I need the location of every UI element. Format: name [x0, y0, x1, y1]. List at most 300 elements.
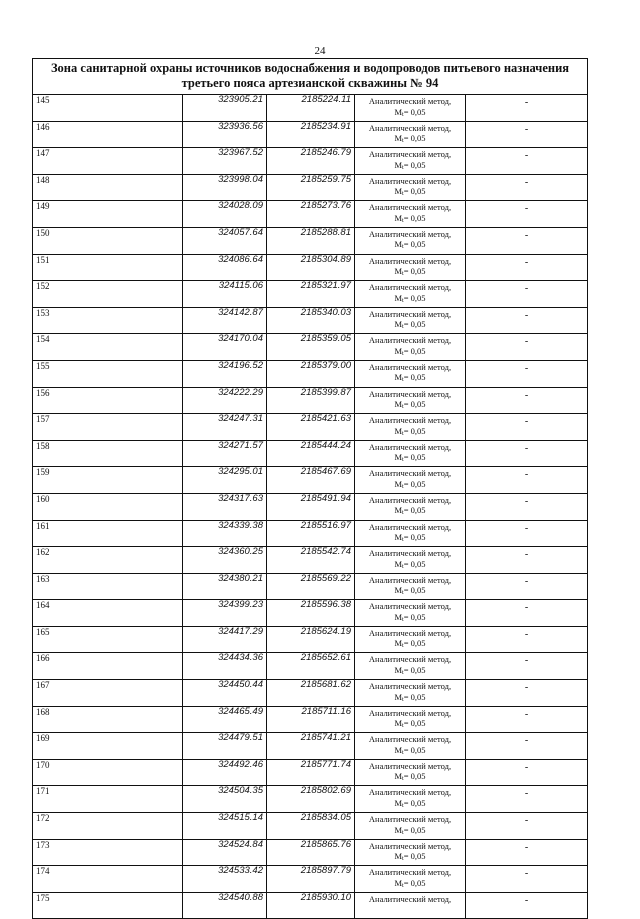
table-row	[33, 414, 588, 441]
accuracy-value: = 0,05	[403, 425, 426, 436]
table-row	[33, 786, 588, 813]
point-number-cell: 149	[33, 201, 183, 228]
accuracy-subscript: t	[402, 723, 404, 730]
accuracy-subscript: t	[402, 510, 404, 517]
table-row	[33, 626, 588, 653]
accuracy-value: = 0,05	[403, 345, 426, 356]
accuracy-value: = 0,05	[403, 797, 426, 808]
y-coordinate-cell: 2185421.63	[267, 414, 355, 441]
accuracy-symbol: M	[394, 452, 403, 463]
accuracy-symbol: M	[394, 744, 403, 755]
accuracy-value: = 0,05	[403, 106, 426, 117]
table-row	[33, 600, 588, 627]
accuracy-value: = 0,05	[403, 664, 426, 675]
y-coordinate-cell: 2185444.24	[267, 440, 355, 467]
accuracy-subscript: t	[402, 802, 404, 809]
y-coordinate-cell: 2185273.76	[267, 201, 355, 228]
point-number-cell: 159	[33, 467, 183, 494]
accuracy-subscript: t	[402, 271, 404, 278]
method-cell	[355, 467, 466, 494]
note-cell: -	[466, 121, 588, 148]
accuracy-value: = 0,05	[403, 452, 426, 463]
method-cell	[355, 892, 466, 919]
table-row	[33, 174, 588, 201]
accuracy-symbol: M	[394, 319, 403, 330]
accuracy-subscript: t	[402, 696, 404, 703]
accuracy-value: = 0,05	[403, 718, 426, 729]
x-coordinate-cell: 324434.36	[183, 653, 267, 680]
y-coordinate-cell: 2185569.22	[267, 573, 355, 600]
method-cell	[355, 440, 466, 467]
accuracy-value: = 0,05	[403, 638, 426, 649]
accuracy-subscript: t	[402, 882, 404, 889]
note-cell: -	[466, 493, 588, 520]
method-label: Аналитический метод,	[368, 707, 452, 718]
accuracy-value: = 0,05	[403, 558, 426, 569]
table-row	[33, 387, 588, 414]
method-cell	[355, 866, 466, 893]
method-cell	[355, 174, 466, 201]
y-coordinate-cell: 2185259.75	[267, 174, 355, 201]
y-coordinate-cell: 2185359.05	[267, 334, 355, 361]
accuracy-subscript: t	[402, 856, 404, 863]
accuracy-subscript: t	[402, 191, 404, 198]
method-label: Аналитический метод,	[368, 202, 452, 213]
y-coordinate-cell: 2185288.81	[267, 227, 355, 254]
method-cell	[355, 759, 466, 786]
note-cell: -	[466, 520, 588, 547]
note-cell: -	[466, 759, 588, 786]
table-row	[33, 334, 588, 361]
y-coordinate-cell: 2185681.62	[267, 680, 355, 707]
accuracy-label	[355, 692, 465, 706]
accuracy-subscript: t	[402, 776, 404, 783]
accuracy-subscript: t	[402, 404, 404, 411]
point-number-cell: 173	[33, 839, 183, 866]
method-cell	[355, 387, 466, 414]
table-row	[33, 866, 588, 893]
accuracy-value: = 0,05	[403, 372, 426, 383]
y-coordinate-cell: 2185399.87	[267, 387, 355, 414]
note-cell: -	[466, 201, 588, 228]
accuracy-label	[355, 266, 465, 280]
method-label: Аналитический метод,	[368, 760, 452, 771]
method-label: Аналитический метод,	[368, 627, 452, 638]
accuracy-subscript: t	[402, 829, 404, 836]
x-coordinate-cell: 324399.23	[183, 600, 267, 627]
accuracy-label	[355, 133, 465, 147]
method-label: Аналитический метод,	[368, 361, 452, 372]
accuracy-label	[355, 851, 465, 865]
accuracy-subscript: t	[402, 244, 404, 251]
point-number-cell: 170	[33, 759, 183, 786]
x-coordinate-cell: 324417.29	[183, 626, 267, 653]
method-label: Аналитический метод,	[368, 415, 452, 426]
point-number-cell: 153	[33, 307, 183, 334]
y-coordinate-cell: 2185246.79	[267, 148, 355, 175]
point-number-cell: 169	[33, 733, 183, 760]
accuracy-subscript: t	[402, 350, 404, 357]
method-label: Аналитический метод,	[368, 893, 452, 904]
accuracy-subscript: t	[402, 483, 404, 490]
accuracy-label	[355, 559, 465, 573]
accuracy-value: = 0,05	[403, 877, 426, 888]
method-label: Аналитический метод,	[368, 601, 452, 612]
method-label: Аналитический метод,	[368, 335, 452, 346]
accuracy-label	[355, 213, 465, 227]
y-coordinate-cell: 2185224.11	[267, 95, 355, 122]
point-number-cell: 174	[33, 866, 183, 893]
accuracy-symbol: M	[394, 186, 403, 197]
table-row	[33, 281, 588, 308]
point-number-cell: 164	[33, 600, 183, 627]
method-cell	[355, 414, 466, 441]
accuracy-symbol: M	[394, 797, 403, 808]
accuracy-label	[355, 532, 465, 546]
method-cell	[355, 733, 466, 760]
method-label: Аналитический метод,	[368, 228, 452, 239]
method-cell	[355, 600, 466, 627]
x-coordinate-cell: 324339.38	[183, 520, 267, 547]
point-number-cell: 167	[33, 680, 183, 707]
coordinates-table-body	[33, 95, 588, 919]
accuracy-value: = 0,05	[403, 266, 426, 277]
x-coordinate-cell: 324222.29	[183, 387, 267, 414]
x-coordinate-cell: 324515.14	[183, 813, 267, 840]
point-number-cell: 150	[33, 227, 183, 254]
accuracy-subscript: t	[402, 669, 404, 676]
accuracy-symbol: M	[394, 638, 403, 649]
x-coordinate-cell: 324115.06	[183, 281, 267, 308]
x-coordinate-cell: 324057.64	[183, 227, 267, 254]
method-label: Аналитический метод,	[368, 388, 452, 399]
accuracy-value: = 0,05	[403, 532, 426, 542]
method-cell	[355, 121, 466, 148]
accuracy-symbol: M	[394, 372, 403, 383]
note-cell: -	[466, 227, 588, 254]
table-row	[33, 201, 588, 228]
y-coordinate-cell: 2185930.10	[267, 892, 355, 919]
method-cell	[355, 360, 466, 387]
accuracy-subscript: t	[402, 111, 404, 118]
accuracy-label	[355, 479, 465, 493]
method-cell	[355, 706, 466, 733]
note-cell: -	[466, 892, 588, 919]
accuracy-label	[355, 293, 465, 307]
x-coordinate-cell: 324533.42	[183, 866, 267, 893]
accuracy-label	[355, 825, 465, 839]
accuracy-symbol: M	[394, 425, 403, 436]
y-coordinate-cell: 2185340.03	[267, 307, 355, 334]
note-cell: -	[466, 174, 588, 201]
accuracy-symbol: M	[394, 292, 403, 303]
accuracy-symbol: M	[394, 664, 403, 675]
method-label: Аналитический метод,	[368, 441, 452, 452]
method-label: Аналитический метод,	[368, 814, 452, 825]
method-label: Аналитический метод,	[368, 654, 452, 665]
y-coordinate-cell: 2185491.94	[267, 493, 355, 520]
accuracy-subscript: t	[402, 457, 404, 464]
page-number: 24	[314, 45, 326, 57]
x-coordinate-cell: 324465.49	[183, 706, 267, 733]
accuracy-subscript: t	[402, 217, 404, 224]
y-coordinate-cell: 2185304.89	[267, 254, 355, 281]
x-coordinate-cell: 324540.88	[183, 892, 267, 919]
accuracy-value: = 0,05	[403, 505, 426, 516]
method-cell	[355, 227, 466, 254]
accuracy-symbol: M	[394, 718, 403, 729]
y-coordinate-cell: 2185234.91	[267, 121, 355, 148]
accuracy-value: = 0,05	[403, 851, 426, 862]
method-cell	[355, 201, 466, 228]
accuracy-label	[355, 665, 465, 679]
point-number-cell: 172	[33, 813, 183, 840]
accuracy-value: = 0,05	[403, 824, 426, 835]
method-label: Аналитический метод,	[368, 840, 452, 851]
accuracy-symbol: M	[394, 824, 403, 835]
point-number-cell: 147	[33, 148, 183, 175]
table-row	[33, 547, 588, 574]
y-coordinate-cell: 2185802.69	[267, 786, 355, 813]
note-cell: -	[466, 733, 588, 760]
point-number-cell: 156	[33, 387, 183, 414]
point-number-cell: 158	[33, 440, 183, 467]
point-number-cell: 166	[33, 653, 183, 680]
table-row	[33, 467, 588, 494]
accuracy-subscript: t	[402, 643, 404, 650]
accuracy-subscript: t	[402, 616, 404, 623]
accuracy-subscript: t	[402, 164, 404, 171]
table-row	[33, 680, 588, 707]
table-row	[33, 706, 588, 733]
accuracy-label	[355, 718, 465, 732]
accuracy-label	[355, 638, 465, 652]
table-row	[33, 759, 588, 786]
table-row	[33, 839, 588, 866]
note-cell: -	[466, 414, 588, 441]
x-coordinate-cell: 324170.04	[183, 334, 267, 361]
table-row	[33, 307, 588, 334]
method-cell	[355, 307, 466, 334]
method-cell	[355, 653, 466, 680]
method-label: Аналитический метод,	[368, 574, 452, 585]
note-cell: -	[466, 148, 588, 175]
note-cell: -	[466, 573, 588, 600]
accuracy-symbol: M	[394, 345, 403, 356]
note-cell: -	[466, 334, 588, 361]
point-number-cell: 163	[33, 573, 183, 600]
accuracy-subscript: t	[402, 749, 404, 756]
y-coordinate-cell: 2185516.97	[267, 520, 355, 547]
x-coordinate-cell: 324504.35	[183, 786, 267, 813]
x-coordinate-cell: 324142.87	[183, 307, 267, 334]
accuracy-symbol: M	[394, 558, 403, 569]
x-coordinate-cell: 324317.63	[183, 493, 267, 520]
note-cell: -	[466, 387, 588, 414]
method-cell	[355, 680, 466, 707]
x-coordinate-cell: 324524.84	[183, 839, 267, 866]
x-coordinate-cell: 324450.44	[183, 680, 267, 707]
accuracy-symbol: M	[394, 212, 403, 223]
method-label: Аналитический метод,	[368, 734, 452, 745]
accuracy-value: = 0,05	[403, 691, 426, 702]
x-coordinate-cell: 323905.21	[183, 95, 267, 122]
note-cell: -	[466, 653, 588, 680]
accuracy-value: = 0,05	[403, 292, 426, 303]
method-cell	[355, 281, 466, 308]
method-cell	[355, 786, 466, 813]
method-cell	[355, 813, 466, 840]
accuracy-value: = 0,05	[403, 133, 426, 144]
accuracy-symbol: M	[394, 691, 403, 702]
table-row	[33, 892, 588, 919]
accuracy-label	[355, 160, 465, 174]
point-number-cell: 157	[33, 414, 183, 441]
y-coordinate-cell: 2185711.16	[267, 706, 355, 733]
method-label: Аналитический метод,	[368, 122, 452, 133]
point-number-cell: 155	[33, 360, 183, 387]
x-coordinate-cell: 324479.51	[183, 733, 267, 760]
accuracy-symbol: M	[394, 478, 403, 489]
accuracy-value: = 0,05	[403, 239, 426, 250]
accuracy-symbol: M	[394, 266, 403, 277]
y-coordinate-cell: 2185741.21	[267, 733, 355, 760]
method-cell	[355, 626, 466, 653]
method-label: Аналитический метод,	[368, 787, 452, 798]
accuracy-label	[355, 399, 465, 413]
note-cell: -	[466, 307, 588, 334]
point-number-cell: 145	[33, 95, 183, 122]
accuracy-symbol: M	[394, 159, 403, 170]
accuracy-value: = 0,05	[403, 478, 426, 489]
note-cell: -	[466, 254, 588, 281]
point-number-cell: 151	[33, 254, 183, 281]
table-row	[33, 440, 588, 467]
accuracy-subscript: t	[402, 537, 404, 543]
accuracy-subscript: t	[402, 590, 404, 597]
note-cell: -	[466, 839, 588, 866]
accuracy-value: = 0,05	[403, 611, 426, 622]
y-coordinate-cell: 2185379.00	[267, 360, 355, 387]
method-label: Аналитический метод,	[368, 175, 452, 186]
accuracy-label	[355, 452, 465, 466]
accuracy-symbol: M	[394, 585, 403, 596]
x-coordinate-cell: 324492.46	[183, 759, 267, 786]
method-label: Аналитический метод,	[368, 255, 452, 266]
note-cell: -	[466, 360, 588, 387]
method-cell	[355, 573, 466, 600]
method-cell	[355, 148, 466, 175]
y-coordinate-cell: 2185652.61	[267, 653, 355, 680]
accuracy-label	[355, 771, 465, 785]
method-cell	[355, 839, 466, 866]
y-coordinate-cell: 2185467.69	[267, 467, 355, 494]
point-number-cell: 154	[33, 334, 183, 361]
x-coordinate-cell: 323967.52	[183, 148, 267, 175]
y-coordinate-cell: 2185624.19	[267, 626, 355, 653]
point-number-cell: 161	[33, 520, 183, 547]
method-label: Аналитический метод,	[368, 468, 452, 479]
y-coordinate-cell: 2185771.74	[267, 759, 355, 786]
accuracy-subscript: t	[402, 324, 404, 331]
point-number-cell: 171	[33, 786, 183, 813]
point-number-cell: 160	[33, 493, 183, 520]
accuracy-subscript: t	[402, 563, 404, 570]
table-title: Зона санитарной охраны источников водоснабжения и водопроводов питьевого назначения третьего пояса артезианской скважины № 94	[32, 58, 588, 94]
table-row	[33, 360, 588, 387]
note-cell: -	[466, 706, 588, 733]
note-cell: -	[466, 680, 588, 707]
accuracy-value: = 0,05	[403, 399, 426, 410]
x-coordinate-cell: 324247.31	[183, 414, 267, 441]
accuracy-value: = 0,05	[403, 585, 426, 596]
accuracy-label	[355, 505, 465, 519]
accuracy-label	[355, 239, 465, 253]
document-sheet	[32, 58, 588, 919]
note-cell: -	[466, 547, 588, 574]
x-coordinate-cell: 324360.25	[183, 547, 267, 574]
accuracy-label	[355, 878, 465, 892]
table-row	[33, 733, 588, 760]
method-label: Аналитический метод,	[368, 282, 452, 293]
point-number-cell: 175	[33, 892, 183, 919]
accuracy-symbol: M	[394, 851, 403, 862]
method-cell	[355, 254, 466, 281]
table-row	[33, 520, 588, 547]
table-row	[33, 813, 588, 840]
note-cell: -	[466, 467, 588, 494]
note-cell: -	[466, 813, 588, 840]
note-cell: -	[466, 281, 588, 308]
method-label: Аналитический метод,	[368, 308, 452, 319]
y-coordinate-cell: 2185865.76	[267, 839, 355, 866]
point-number-cell: 146	[33, 121, 183, 148]
y-coordinate-cell: 2185897.79	[267, 866, 355, 893]
note-cell: -	[466, 440, 588, 467]
accuracy-value: = 0,05	[403, 159, 426, 170]
method-label: Аналитический метод,	[368, 521, 452, 532]
note-cell: -	[466, 600, 588, 627]
accuracy-label	[355, 346, 465, 360]
method-label: Аналитический метод,	[368, 96, 452, 106]
accuracy-subscript: t	[402, 297, 404, 304]
method-cell	[355, 547, 466, 574]
accuracy-symbol: M	[394, 399, 403, 410]
note-cell: -	[466, 786, 588, 813]
note-cell: -	[466, 626, 588, 653]
table-row	[33, 573, 588, 600]
accuracy-value: = 0,05	[403, 186, 426, 197]
accuracy-label	[355, 372, 465, 386]
accuracy-symbol: M	[394, 133, 403, 144]
table-row	[33, 493, 588, 520]
method-label: Аналитический метод,	[368, 494, 452, 505]
accuracy-symbol: M	[394, 106, 403, 117]
method-cell	[355, 334, 466, 361]
table-row	[33, 148, 588, 175]
method-label: Аналитический метод,	[368, 867, 452, 878]
method-label: Аналитический метод,	[368, 149, 452, 160]
accuracy-subscript: t	[402, 138, 404, 145]
point-number-cell: 165	[33, 626, 183, 653]
y-coordinate-cell: 2185321.97	[267, 281, 355, 308]
accuracy-value: = 0,05	[403, 771, 426, 782]
x-coordinate-cell: 324380.21	[183, 573, 267, 600]
accuracy-label	[355, 107, 465, 121]
accuracy-label	[355, 319, 465, 333]
x-coordinate-cell: 323998.04	[183, 174, 267, 201]
accuracy-symbol: M	[394, 771, 403, 782]
